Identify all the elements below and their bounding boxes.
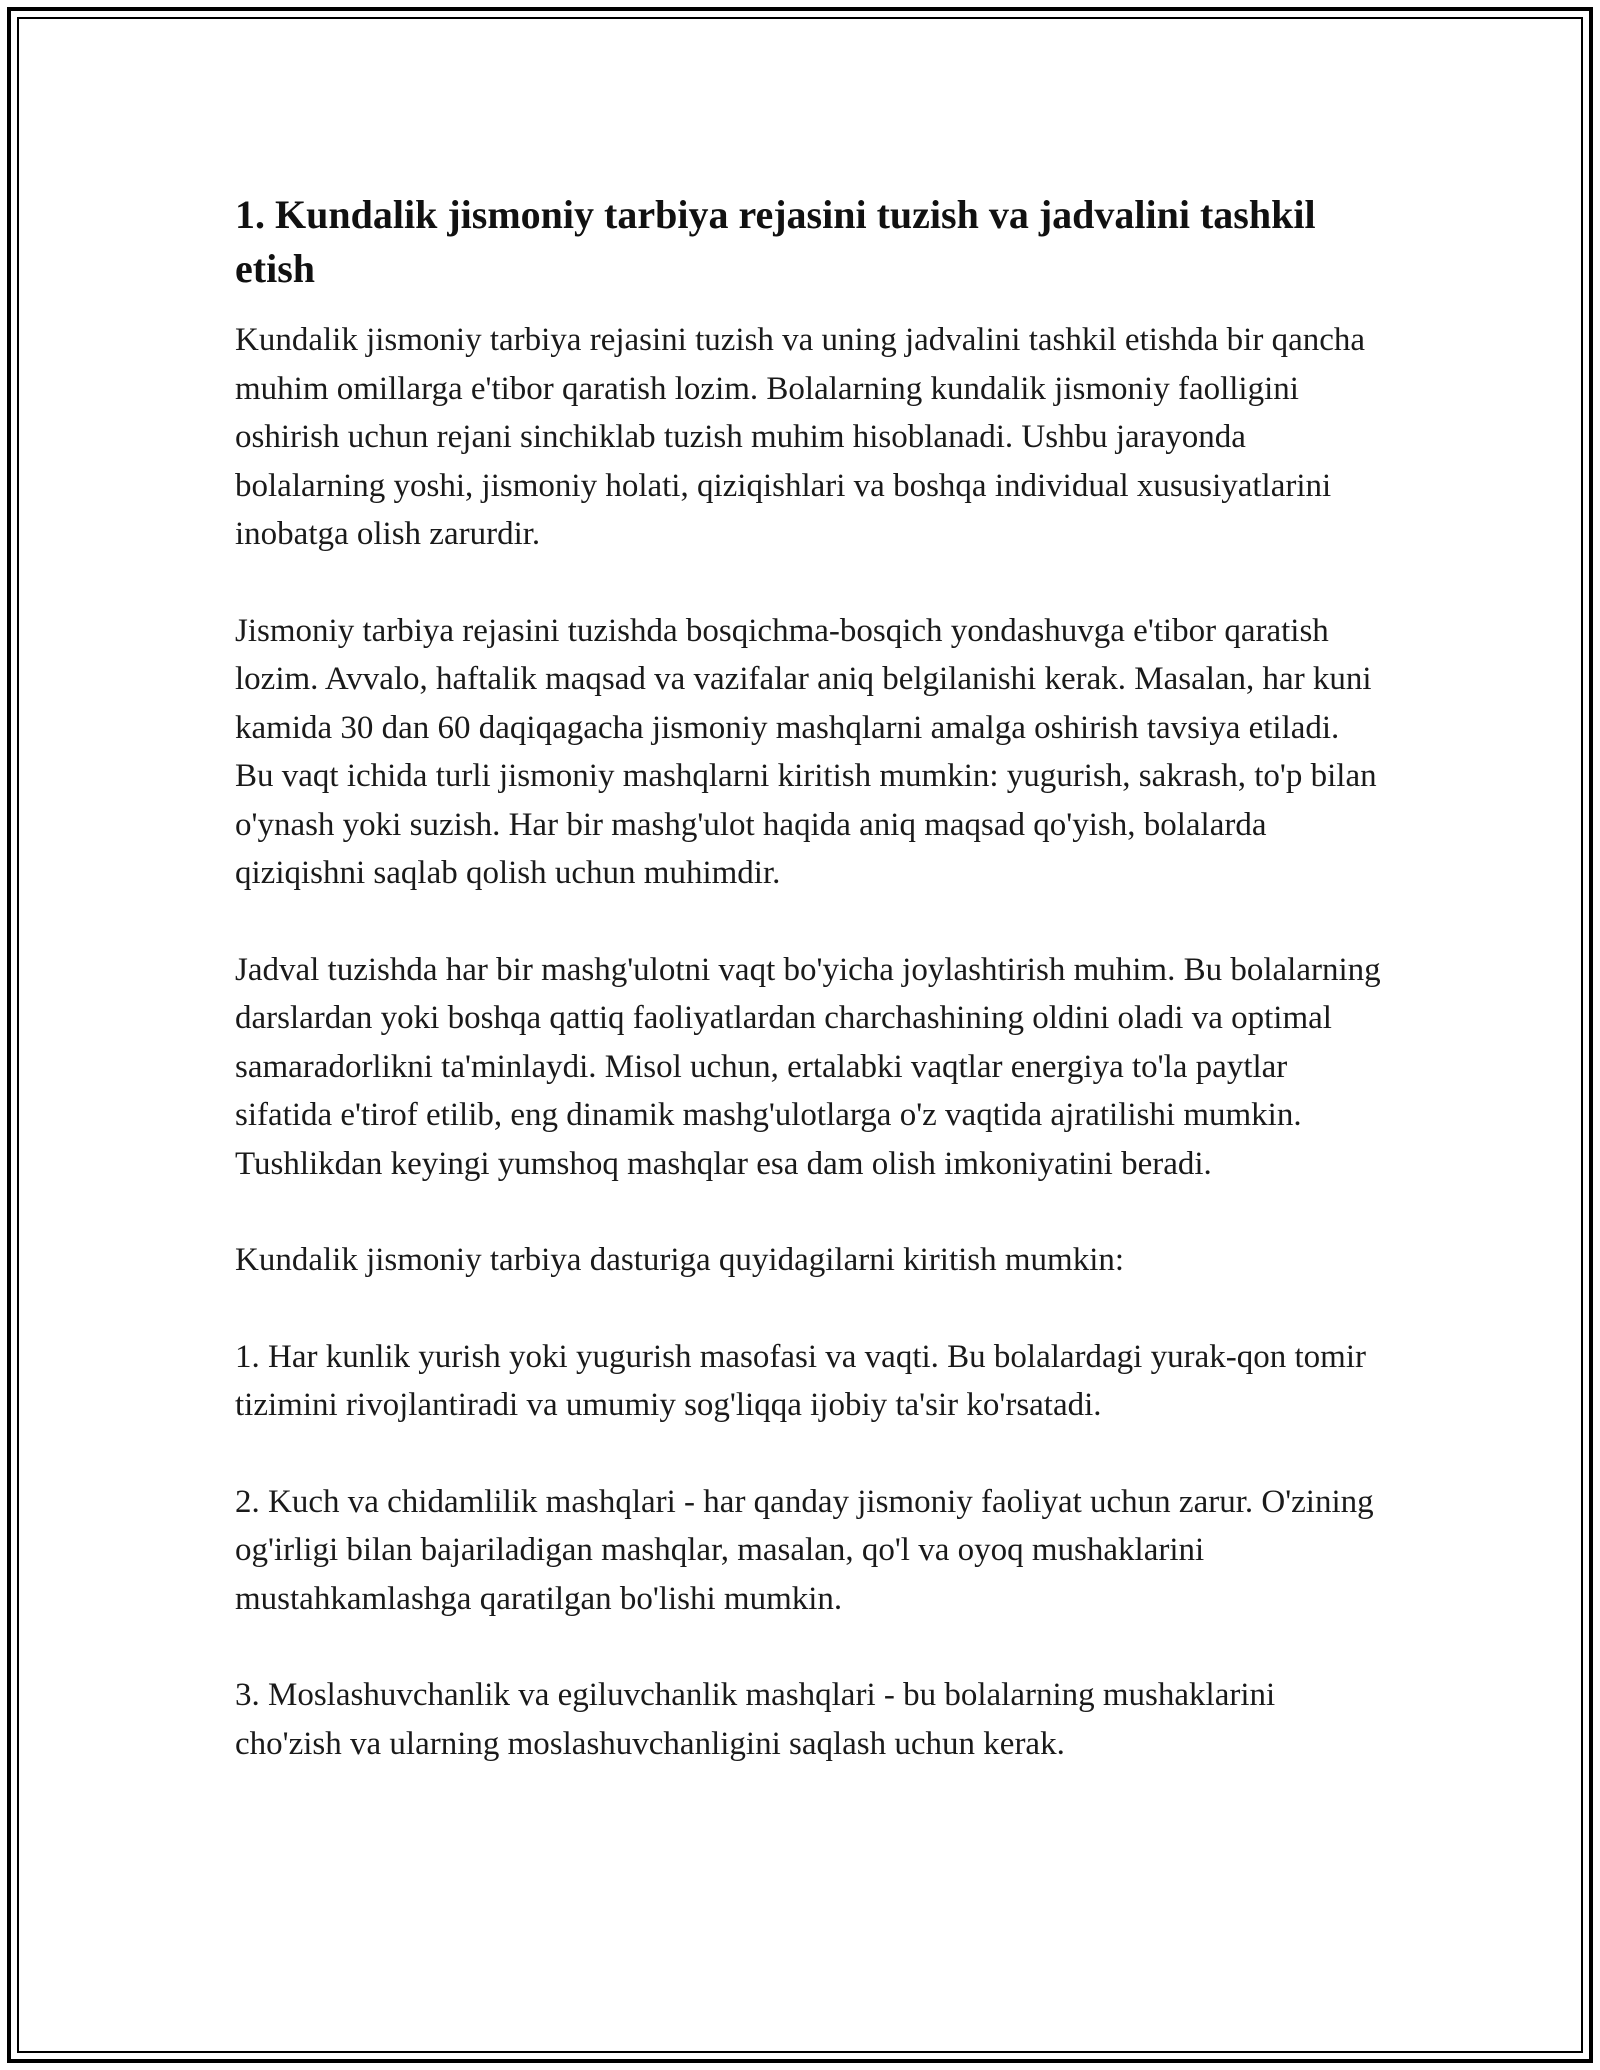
paragraph-intro: Kundalik jismoniy tarbiya rejasini tuzish va uning jadvalini tashkil etishda bir qancha muhim omillarga e'tibor qaratish lozim. Bolalarning kundalik jismoniy faolligini oshirish uchun rejani sinchiklab tuzish muhim hisoblanadi. Ushbu jarayonda bolalarning yoshi, jismoniy holati, qiziqishlari va boshqa individual xususiyatlarini inobatga olish zarurdir. bbox=[235, 322, 1366, 552]
paragraph-plan-approach: Jismoniy tarbiya rejasini tuzishda bosqichma-bosqich yondashuvga e'tibor qaratish lozim. Avvalo, haftalik maqsad va vazifalar aniq belgilanishi kerak. Masalan, har kuni kamida 30 dan 60 daqiqagacha jismoniy mashqlarni amalga oshirish tavsiya etiladi. Bu vaqt ichida turli jismoniy mashqlarni kiritish mumkin: yugurish, sakrash, to'p bilan o'ynash yoki suzish. Har bir mashg'ulot haqida aniq maqsad qo'yish, bolalarda qiziqishni saqlab qolish uchun muhimdir. bbox=[235, 612, 1377, 891]
list-item-strength: 2. Kuch va chidamlilik mashqlari - har qanday jismoniy faoliyat uchun zarur. O'zining og'irligi bilan bajariladigan mashqlar, masalan, qo'l va oyoq mushaklarini mustahkamlashga qaratilgan bo'lishi mumkin. bbox=[235, 1483, 1374, 1617]
section-heading: 1. Kundalik jismoniy tarbiya rejasini tuzish va jadvalini tashkil etish bbox=[235, 192, 1316, 291]
paragraph-schedule: Jadval tuzishda har bir mashg'ulotni vaqt bo'yicha joylashtirish muhim. Bu bolalarning darslardan yoki boshqa qattiq faoliyatlardan charchashining oldini oladi va optimal samaradorlikni ta'minlaydi. Misol uchun, ertalabki vaqtlar energiya to'la paytlar sifatida e'tirof etilib, eng dinamik mashg'ulotlarga o'z vaqtida ajratilishi mumkin. Tushlikdan keyingi yumshoq mashqlar esa dam olish imkoniyatini beradi. bbox=[235, 951, 1381, 1182]
list-item-walking-running: 1. Har kunlik yurish yoki yugurish masofasi va vaqti. Bu bolalardagi yurak-qon tomir tizimini rivojlantiradi va umumiy sog'liqqa ijobiy ta'sir ko'rsatadi. bbox=[235, 1338, 1366, 1423]
paragraph-program-lead: Kundalik jismoniy tarbiya dasturiga quyidagilarni kiritish mumkin: bbox=[235, 1242, 1125, 1278]
document-page bbox=[235, 188, 1385, 1816]
list-item-flexibility: 3. Moslashuvchanlik va egiluvchanlik mashqlari - bu bolalarning mushaklarini cho'zish va ularning moslashuvchanligini saqlash uchun kerak. bbox=[235, 1677, 1276, 1762]
